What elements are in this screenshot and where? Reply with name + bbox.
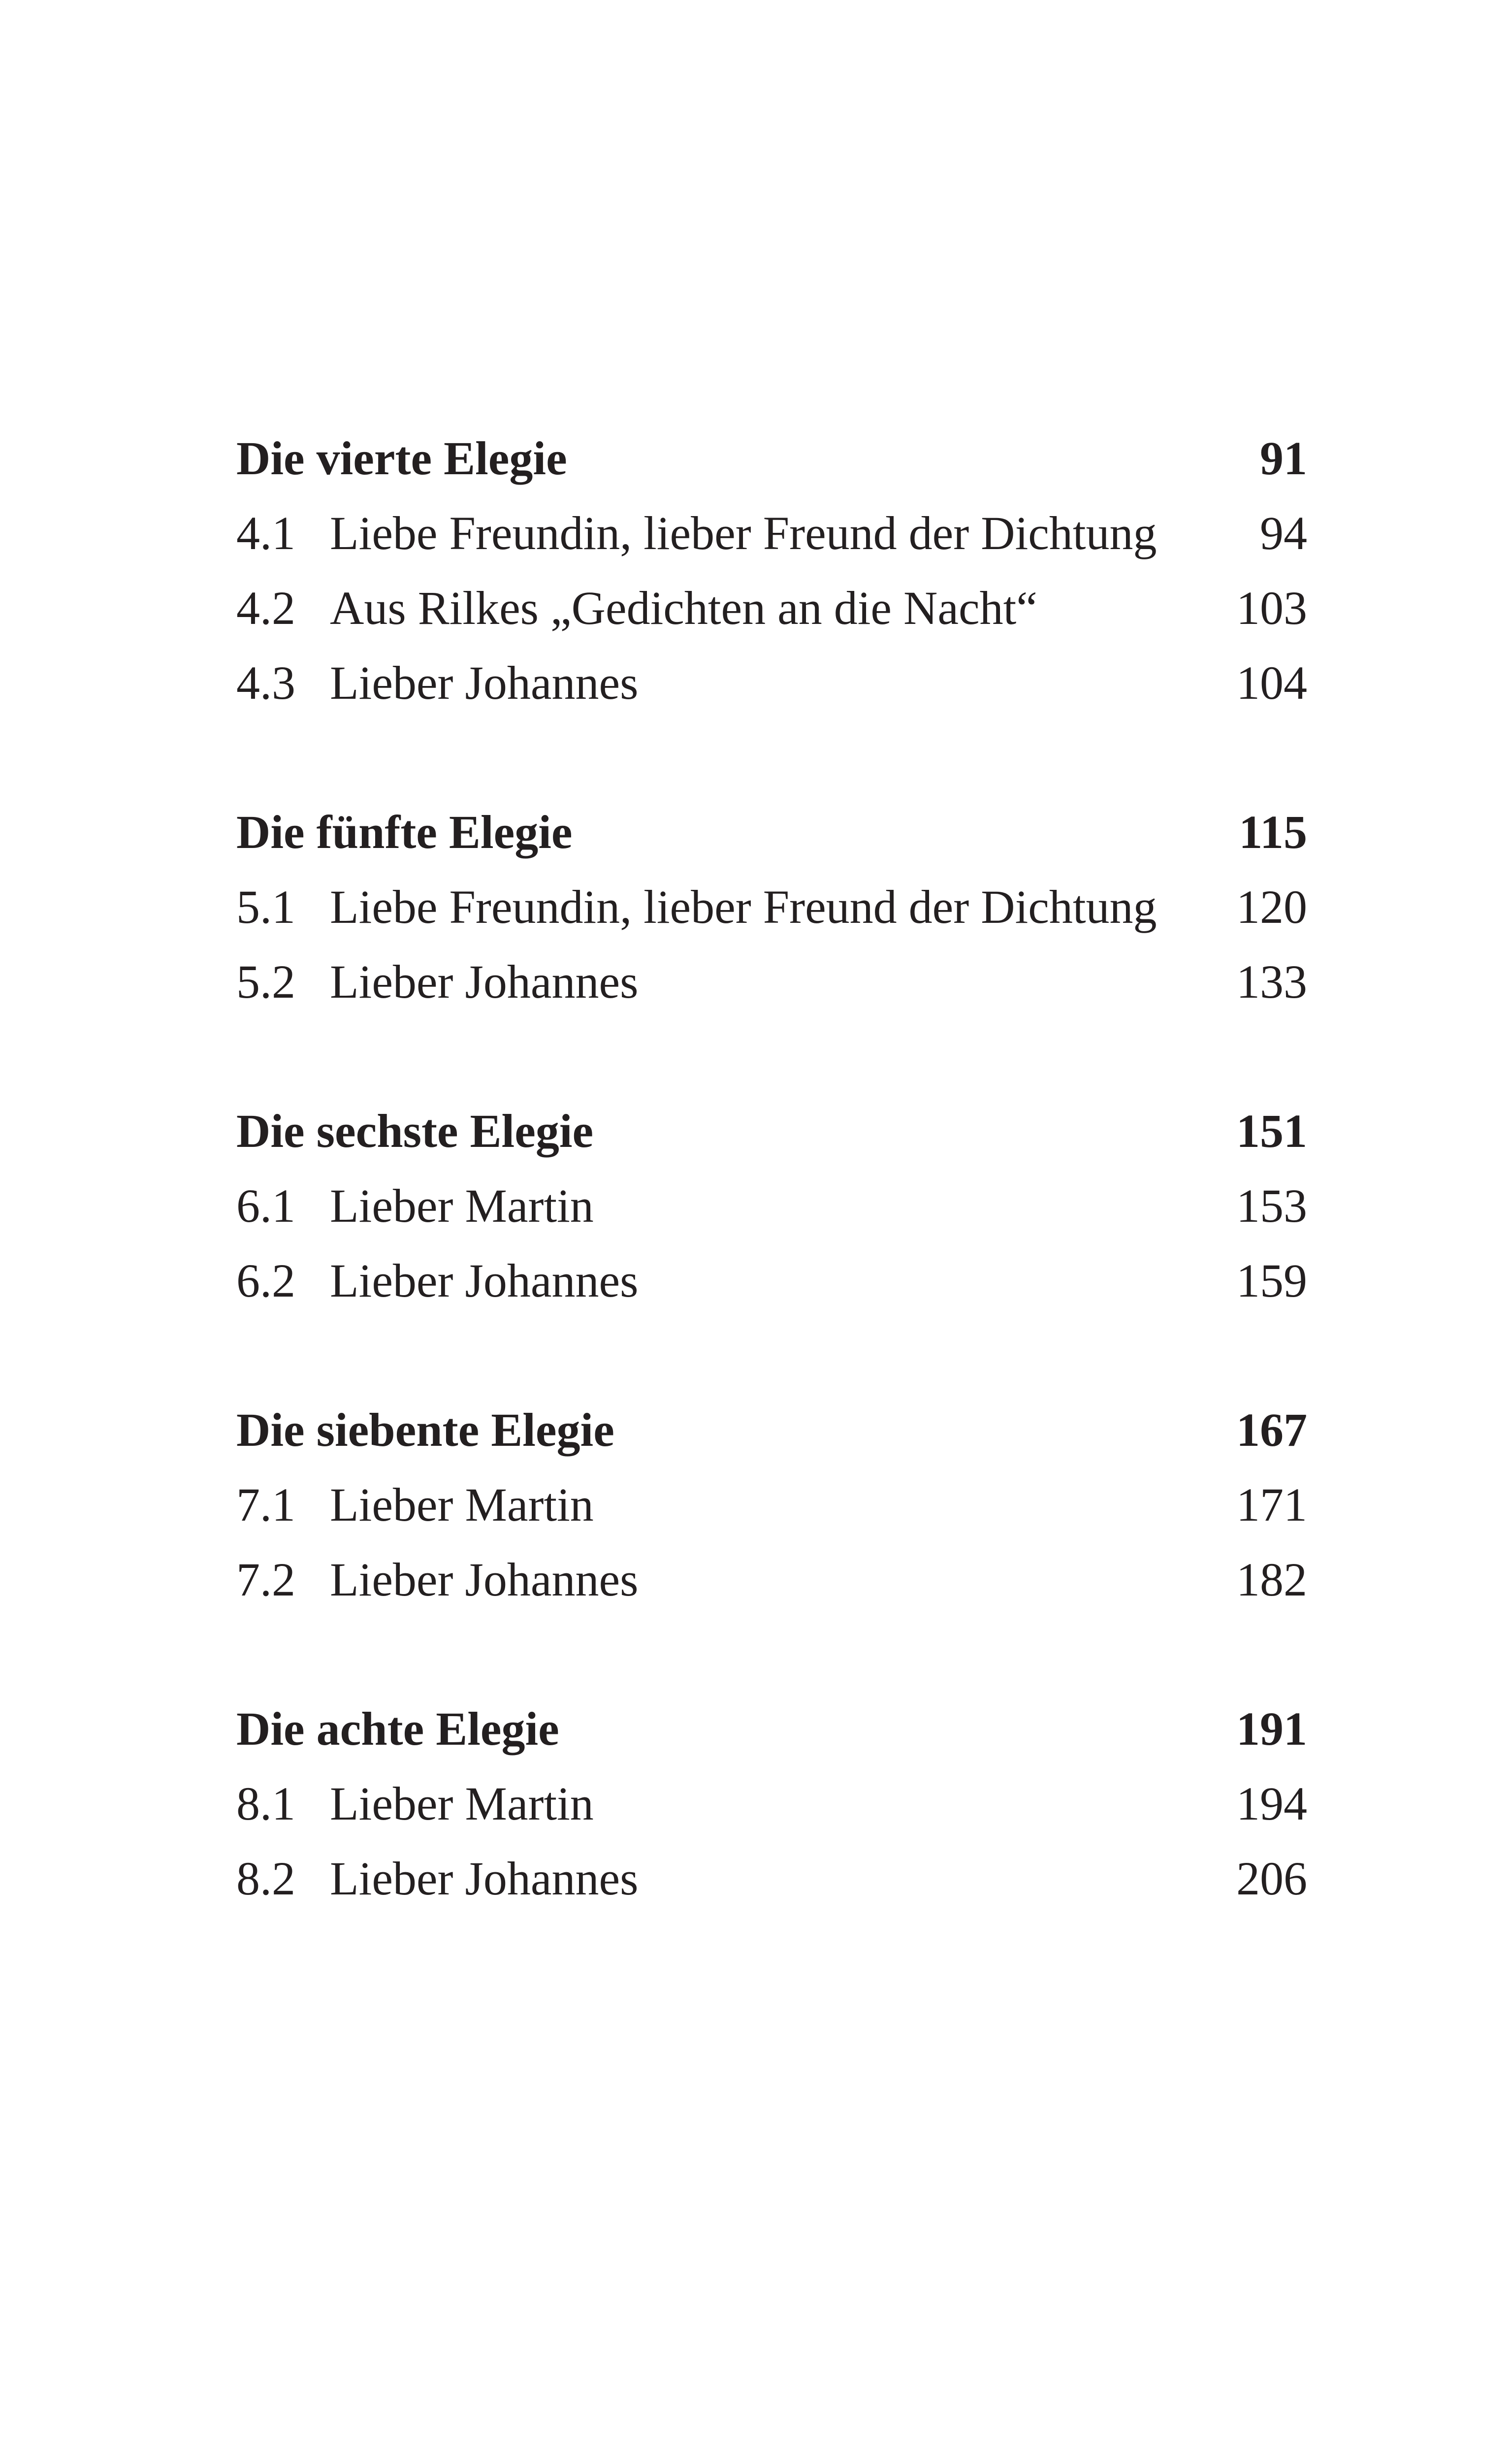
entry-page: 206	[1236, 1852, 1307, 1905]
toc-entry	[236, 646, 1307, 720]
section-heading	[236, 1393, 1307, 1467]
toc-entry	[236, 1169, 1307, 1243]
section-title: Die achte Elegie	[236, 1702, 559, 1755]
section-page: 115	[1239, 806, 1307, 858]
section-heading	[236, 1094, 1307, 1169]
entry-page: 153	[1236, 1179, 1307, 1232]
section-title: Die siebente Elegie	[236, 1403, 614, 1456]
section-heading	[236, 421, 1307, 496]
toc-entry	[236, 496, 1307, 571]
entry-title: Lieber Martin	[330, 1777, 594, 1830]
entry-title: Lieber Johannes	[330, 1852, 639, 1905]
toc-entry	[236, 1243, 1307, 1318]
entry-number: 7.1	[236, 1478, 295, 1531]
entry-number: 6.1	[236, 1179, 295, 1232]
table-of-contents	[236, 421, 1307, 1990]
toc-section-8	[236, 1692, 1307, 1916]
toc-section-7	[236, 1393, 1307, 1617]
section-page: 91	[1260, 432, 1307, 485]
entry-title: Lieber Johannes	[330, 1254, 639, 1307]
section-page: 167	[1236, 1403, 1307, 1456]
toc-entry	[236, 945, 1307, 1019]
toc-entry	[236, 1467, 1307, 1542]
toc-section-6	[236, 1094, 1307, 1318]
section-page: 151	[1236, 1105, 1307, 1157]
entry-page: 133	[1236, 955, 1307, 1008]
entry-title: Lieber Johannes	[330, 656, 639, 709]
entry-number: 7.2	[236, 1553, 295, 1606]
toc-entry	[236, 1766, 1307, 1841]
entry-title: Lieber Martin	[330, 1179, 594, 1232]
section-heading	[236, 1692, 1307, 1766]
entry-number: 5.2	[236, 955, 295, 1008]
section-page: 191	[1236, 1702, 1307, 1755]
entry-page: 104	[1236, 656, 1307, 709]
entry-number: 4.3	[236, 656, 295, 709]
entry-number: 4.2	[236, 582, 295, 634]
entry-page: 120	[1236, 880, 1307, 933]
entry-title: Lieber Martin	[330, 1478, 594, 1531]
entry-number: 8.2	[236, 1852, 295, 1905]
entry-page: 103	[1236, 582, 1307, 634]
section-title: Die sechste Elegie	[236, 1105, 594, 1157]
entry-title: Lieber Johannes	[330, 955, 639, 1008]
section-title: Die vierte Elegie	[236, 432, 567, 485]
section-title: Die fünfte Elegie	[236, 806, 573, 858]
entry-number: 4.1	[236, 507, 295, 559]
section-heading	[236, 795, 1307, 870]
entry-title: Lieber Johannes	[330, 1553, 639, 1606]
entry-page: 159	[1236, 1254, 1307, 1307]
toc-entry	[236, 1542, 1307, 1617]
toc-entry	[236, 571, 1307, 646]
entry-title: Aus Rilkes „Gedichten an die Nacht“	[330, 582, 1037, 634]
entry-title: Liebe Freundin, lieber Freund der Dichtung	[330, 880, 1157, 933]
entry-number: 8.1	[236, 1777, 295, 1830]
entry-page: 194	[1236, 1777, 1307, 1830]
entry-page: 94	[1260, 507, 1307, 559]
entry-page: 171	[1236, 1478, 1307, 1531]
entry-page: 182	[1236, 1553, 1307, 1606]
toc-entry	[236, 870, 1307, 945]
toc-section-4	[236, 421, 1307, 720]
toc-section-5	[236, 795, 1307, 1019]
entry-title: Liebe Freundin, lieber Freund der Dichtung	[330, 507, 1157, 559]
entry-number: 6.2	[236, 1254, 295, 1307]
entry-number: 5.1	[236, 880, 295, 933]
toc-entry	[236, 1841, 1307, 1916]
